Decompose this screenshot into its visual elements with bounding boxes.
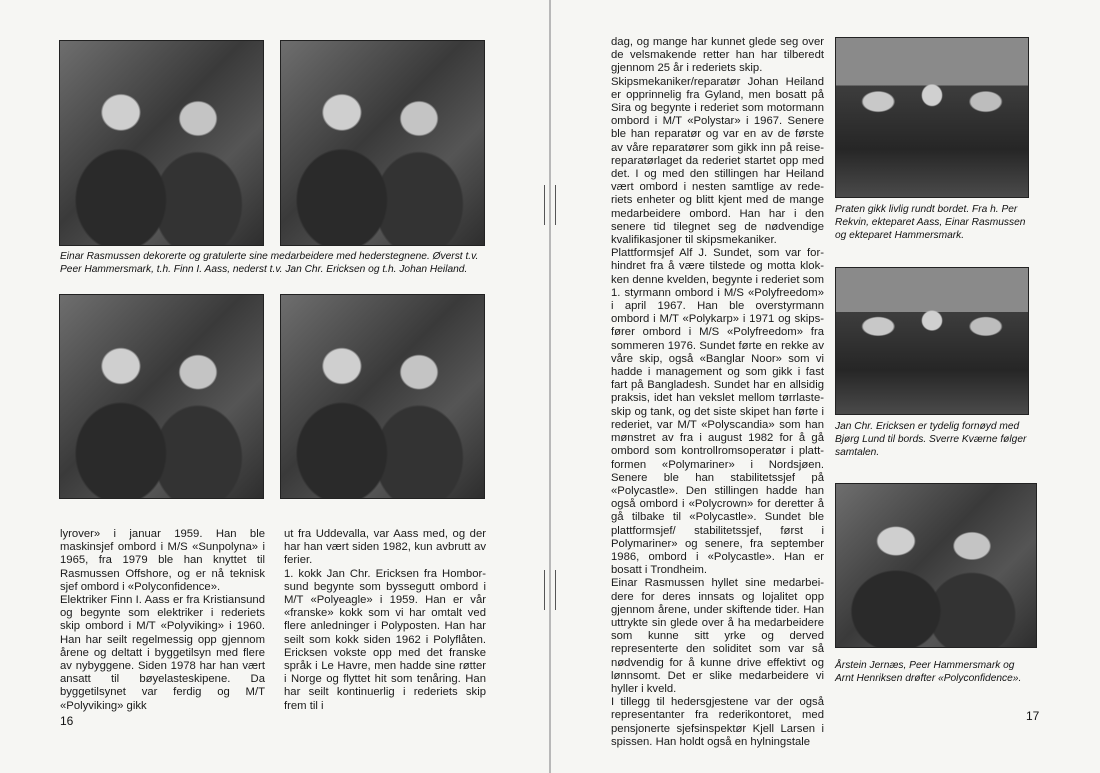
crop-mark bbox=[544, 185, 545, 225]
page-16 bbox=[0, 0, 549, 773]
photo-award-aass bbox=[280, 40, 485, 246]
caption-award-photos: Einar Rasmussen dekorerte og gratulerte sine medarbeidere med hederstegnene. Øverst t.v. Peer Hammersmark, t.h. Finn I. Aass, nederst t.v. Jan Chr. Ericksen og t.h. Johan Heiland. bbox=[60, 251, 479, 275]
photo-ericksen-lund bbox=[835, 267, 1029, 415]
photo-award-heiland bbox=[280, 294, 485, 499]
photo-dinner-table bbox=[835, 37, 1029, 198]
page-number-16: 16 bbox=[60, 714, 74, 728]
crop-mark bbox=[555, 570, 556, 610]
caption-three-men: Årstein Jernæs, Peer Hammersmark og Arnt Henriksen drøfter «Polyconfidence». bbox=[835, 660, 1022, 684]
crop-mark bbox=[555, 185, 556, 225]
caption-ericksen-lund: Jan Chr. Ericksen er tydelig fornøyd med Bjørg Lund til bords. Sverre Kværne følger samtalen. bbox=[835, 421, 1027, 458]
right-text-column: dag, og mange har kunnet glede seg over de velsmakende retter han har tilberedt gjennom 25 år i rederiets skip. Skipsmekaniker/reparatør Johan Heiland er opprinnelig fra Gyland, men bosatt på Sira og begynte i rederiet som motormann ombord i M/T «Polystar» i 1967. Senere ble han reparatør og var en av de første av våre reparatører som gikk inn på reisereparatørlaget da rederiet startet opp med det. I og med den stillingen har Heiland vært ombord i nesten samtlige av rederiets enheter og blitt kjent med de mange medarbeidere ombord. Han har i den senere tid tilegnet seg de nødvendige kvalifikasjoner til skipsmekaniker. Plattformsjef Alf J. Sundet, som var forhindret fra å være tilstede og motta klokken denne kvelden, begynte i rederiet som 1. styrmann ombord i M/S «Polyfreedom» i april 1967. Han ble overstyrmann ombord i M/T «Polykarp» i 1971 og skipsfører ombord i M/S «Polyfreedom» fra sommeren 1976. Sundet førte en rekke av våre skip, også «Banglar Noor» som vi hadde i management og som gikk i fast fart på Bangladesh. Sundet har en allsidig praksis, idet han vekslet mellom tørrlasteskip og tank, og det siste skipet han førte i rederiet, var M/T «Polyscandia» som han mønstret av fra i august 1982 for å gå ombord som kontrollromsoperatør i plattformen «Polymariner» i Nordsjøen. Senere ble han stabilitetssjef på «Polycastle». Den stillingen hadde han også ombord i «Polycrown» for deretter å gå tilbake til «Polycastle». Sundet ble plattformsjef/ stabilitetssjef, først i Polymariner» og senere, fra september 1986, ombord i «Polycastle». Han er bosatt i Trondheim. Einar Rasmussen hyllet sine medarbeidere for deres innsats og lojalitet opp gjennom årene, under skiftende tider. Han uttrykte sin glede over å ha medarbeidere som kunne sitt yrke og derved representerte den soliditet som var så nødvendig for å kunne drive effektivt og lønnsomt. Det er slike medarbeidere vi hyller i kveld. I tillegg til hedersgjestene var der også representanter fra rederikontoret, med pensjonerte sjefsinspektør Kjell Larsen i spissen. Han holdt også en hylningstale bbox=[611, 36, 824, 748]
photo-award-hammersmark bbox=[59, 40, 264, 246]
photo-three-men bbox=[835, 483, 1037, 648]
photo-award-ericksen bbox=[59, 294, 264, 499]
left-text-column-1: lyrover» i januar 1959. Han ble maskinsjef ombord i M/S «Sunpolyna» i 1965, fra 1979 ble han knyttet til Rasmussen Offshore, og er nå teknisk sjef ombord i «Polyconfidence». Elektriker Finn I. Aass er fra Kristiansund og begynte som elektriker i rederiets skip ombord i M/T «Polyviking» i 1960. Han har seilt regelmessig opp gjennom årene og deltatt i byggetilsyn med flere av nybyggene. Siden 1978 har han vært ansatt til bøyelasteskipene. Da byggetilsynet var ferdig og M/T «Polyviking» gikk bbox=[60, 528, 265, 712]
caption-dinner-table: Praten gikk livlig rundt bordet. Fra h. Per Rekvin, ekteparet Aass, Einar Rasmussen og ekteparet Hammersmark. bbox=[835, 204, 1026, 241]
page-17 bbox=[551, 0, 1100, 773]
left-text-column-2: ut fra Uddevalla, var Aass med, og der har han vært siden 1982, kun avbrutt av ferier. 1. kokk Jan Chr. Ericksen fra Homborsund begynte som byssegutt ombord i M/T «Polyeagle» i 1959. Han er vår «franske» kokk som vi har omtalt ved flere anledninger i Polyposten. Han har seilt som kokk siden 1962 i Polyflåten. Ericksen vokste opp med det franske språk i Le Havre, men hadde sine røtter i Norge og flyttet hit som tenåring. Han har seilt kontinuerlig i rederiets skip frem til i bbox=[284, 528, 486, 712]
crop-mark bbox=[544, 570, 545, 610]
page-number-17: 17 bbox=[1026, 709, 1040, 723]
